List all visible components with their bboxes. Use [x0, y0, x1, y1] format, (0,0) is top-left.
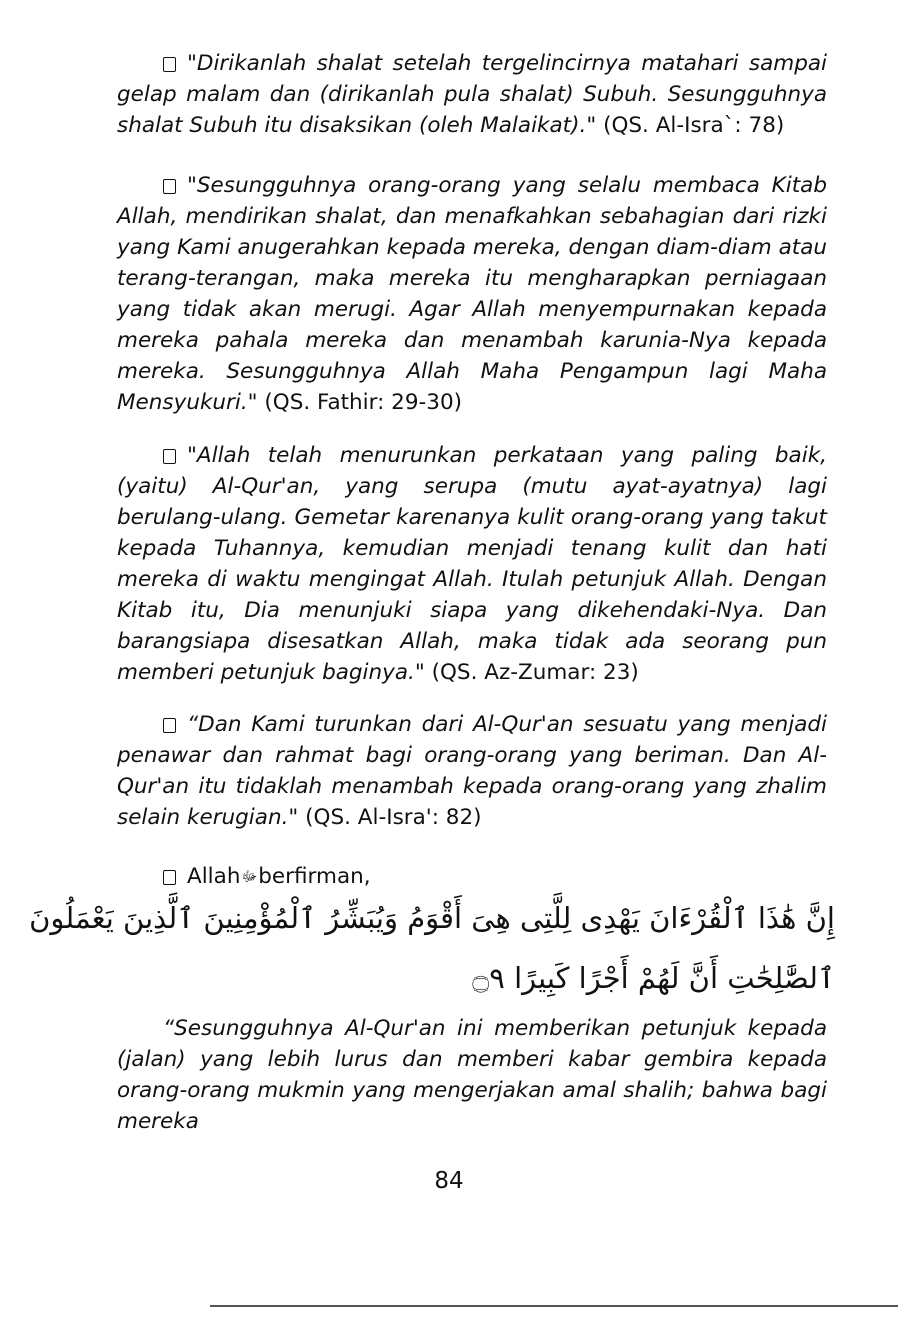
- translation-paragraph: [117, 1013, 827, 1137]
- translation-text: “Sesungguhnya Al-Qur'an ini memberikan petunjuk kepada (jalan) yang lebih lurus dan memberi kabar gembira kepada orang-orang mukmin yang mengerjakan amal shalih; bahwa bagi mereka: [117, 1016, 827, 1134]
- quote-text: "Sesungguhnya orang-orang yang selalu membaca Kitab Allah, mendirikan shalat, dan menafkahkan sebahagian dari rizki yang Kami anugerahkan kepada mereka, dengan diam-diam atau terang-terangan, maka mereka itu mengharapkan perniagaan yang tidak akan merugi. Agar Allah menyempurnakan kepada mereka pahala mereka dan menambah karunia-Nya kepada mereka. Sesungguhnya Allah Maha Pengampun lagi Maha Mensyukuri.": [117, 173, 827, 415]
- checkbox-bullet-icon: [163, 870, 176, 885]
- quote-text: "Dirikanlah shalat setelah tergelincirnya matahari sampai gelap malam dan (dirikanlah pula shalat) Subuh. Sesungguhnya shalat Subuh itu disaksikan (oleh Malaikat).": [117, 51, 827, 138]
- intro-before: Allah: [187, 864, 241, 889]
- bottom-rule: [210, 1305, 898, 1307]
- page-number: 84: [434, 1168, 464, 1194]
- quote-paragraph-4: [117, 709, 827, 833]
- arabic-verse-line-2: ٱلصَّٰلِحَٰتِ أَنَّ لَهُمْ أَجْرًا كَبِيرًا ۝٩: [472, 961, 835, 995]
- quote-text: “Dan Kami turunkan dari Al-Qur'an sesuatu yang menjadi penawar dan rahmat bagi orang-orang yang beriman. Dan Al-Qur'an itu tidaklah menambah kepada orang-orang yang zhalim selain kerugian.": [117, 712, 827, 830]
- checkbox-bullet-icon: [163, 718, 176, 733]
- checkbox-bullet-icon: [163, 179, 176, 194]
- quote-text: "Allah telah menurunkan perkataan yang paling baik, (yaitu) Al-Qur'an, yang serupa (mutu ayat-ayatnya) lagi berulang-ulang. Gemetar karenanya kulit orang-orang yang takut kepada Tuhannya, kemudian menjadi tenang kulit dan hati mereka di waktu mengingat Allah. Itulah petunjuk Allah. Dengan Kitab itu, Dia menunjuki siapa yang dikehendaki-Nya. Dan barangsiapa disesatkan Allah, maka tidak ada seorang pun memberi petunjuk baginya.": [117, 443, 827, 685]
- intro-after: berfirman,: [258, 864, 371, 889]
- arabic-verse-line-1: إِنَّ هَٰذَا ٱلْقُرْءَانَ يَهْدِى لِلَّتِى هِىَ أَقْوَمُ وَيُبَشِّرُ ٱلْمُؤْمِنِينَ ٱلَّذِينَ يَعْمَلُونَ: [29, 901, 835, 935]
- checkbox-bullet-icon: [163, 449, 176, 464]
- quote-paragraph-2: [117, 170, 827, 418]
- quote-paragraph-1: [117, 48, 827, 141]
- quote-reference: (QS. Al-Isra`: 78): [603, 113, 785, 138]
- quote-reference: (QS. Al-Isra': 82): [305, 805, 482, 830]
- quote-reference: (QS. Fathir: 29-30): [264, 390, 463, 415]
- honorific-glyph: ﷻ: [241, 869, 258, 885]
- quote-paragraph-3: [117, 440, 827, 688]
- checkbox-bullet-icon: [163, 57, 176, 72]
- intro-line: [117, 861, 827, 893]
- quote-reference: (QS. Az-Zumar: 23): [431, 660, 639, 685]
